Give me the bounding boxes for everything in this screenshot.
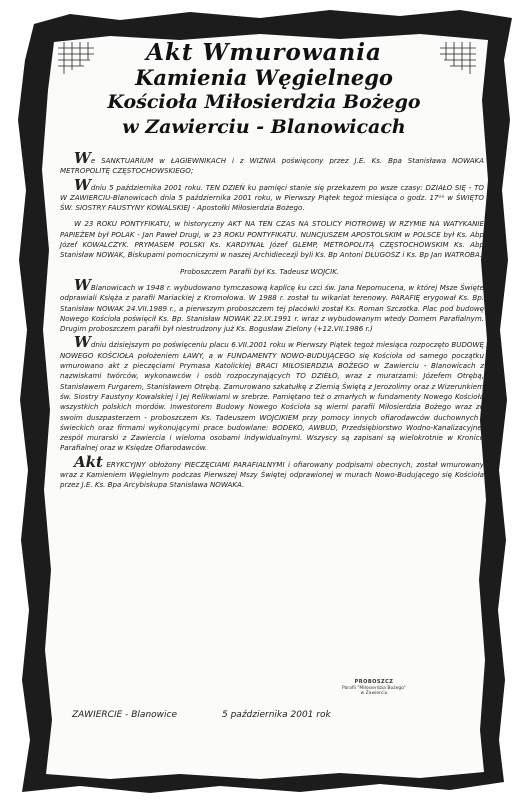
paragraph-text: dniu dzisiejszym po poświęceniu placu 6.VII.2001 roku w Pierwszy Piątek tegoż miesiąca rozpoczęto BUDOWĘ NOWEGO KOŚCIOŁA położeniem ŁAWY, a w FUNDAMENTY NOWO-BUDUJĄCEGO się Kościoła od samego początku wmurowano akt z pieczęciami Prymasa Katolickiej BRACI MIŁOSIERDZIA BOŻEGO w Zawierciu - Blanowicach z nazwiskami twórców, wykonawców i osób rozpoczynających TO DZIEŁO, wraz z murarzami: Józefem Otrębą, Stanisławem Furgarem, Stanisławem Otrębą. Zamurowano szkatułkę z Ziemią Świętą z Jerozolimy oraz z Wizerunkiem św. Siostry Faustyny Kowalskiej i Jej Relikwiami w srebrze. Pamiętano też o zmarłych w fundamenty Nowego Kościoła wszystkich polskich mordów. Inwestorem Budowy Nowego Kościoła są wierni parafii Miłosierdzia Bożego wraz ze swoim duszpasterzem - proboszczem Ks. Tadeuszem WOJCIKIEM przy pomocy innych ofiarodawców duchownych i świeckich oraz firmami wykonującymi prace budowlane: BODEKO, AWBUD, Przedsiębiorstwo Wodno-Kanalizacyjne, zespół murarski z Zawiercia i wieloma osobami indywidualnymi. Wszyscy są zapisani są wielokrotnie w Kronice Parafialnej oraz w Księdze Ofiarodawców. xyxy=(60,340,484,453)
paragraph-text: e SANKTUARIUM w ŁAGIEWNIKACH i z WIZNIA poświęcony przez J.E. Ks. Bpa Stanisława NOWAKA METROPOLITĘ CZĘSTOCHOWSKIEGO; xyxy=(60,156,484,176)
paragraph-text: ERYKCYJNY obłożony PIECZĘCIAMI PARAFIALNYMI i ofiarowany podpisami obecnych, został wmurowany wraz z Kamieniem Węgielnym podczas Pierwszej Mszy Świętej odprawionej w murach Nowo-Budującego się Kościoła przez J.E. Ks. Bpa Arcybiskupa Stanisława NOWAKA. xyxy=(60,459,484,490)
title-line-2: Kamienia Węgielnego xyxy=(135,65,393,90)
paragraph-text: W 23 ROKU PONTYFIKATU, w historyczny AKT NA TEN CZAS NA STOLICY PIOTROWEJ W RZYMIE NA WATYKANIE PAPIEŻEM był POLAK - Jan Paweł Drugi, w 23 ROKU PONTYFIKATU. NUNCJUSZEM APOSTOLSKIM w POLSCE był Ks. Abp Józef KOWALCZYK. PRYMASEM POLSKI Ks. KARDYNAŁ Józef GLEMP, METROPOLITĄ CZĘSTOCHOWSKIM Ks. Abp Stanisław NOWAK, Biskupami pomocniczymi w naszej Archidiecezji byli Ks. Bp Antoni DŁUGOSZ i Ks. Bp Jan WATROBA. xyxy=(60,219,484,260)
initial-letter: Akt xyxy=(74,452,103,471)
document-title xyxy=(64,40,464,140)
paragraph-text: dniu 5 października 2001 roku. TEN DZIEŃ ku pamięci stanie się przekazem po wsze czasy: DZIAŁO SIĘ - TO W ZAWIERCIU-Blanowicach dnia 5 października 2001 roku, w Pierwszy Piątek tegoż miesiąca o godz. 17ᵒᵒ w ŚWIĘTO ŚW. SIOSTRY FAUSTYNY KOWALSKIEJ - Apostołki Miłosierdzia Bożego. xyxy=(60,182,484,213)
parish-stamp xyxy=(329,680,419,697)
initial-letter: W xyxy=(74,149,91,167)
title-line-1: Akt Wmurowania xyxy=(146,39,382,66)
title-line-3: Kościoła Miłosierdzia Bożego xyxy=(107,91,421,113)
paragraph-text: Proboszczem Parafii był Ks. Tadeusz WOJCIK. xyxy=(180,266,340,276)
initial-letter: W xyxy=(74,275,91,294)
paragraph-date xyxy=(60,175,484,214)
paragraph-act xyxy=(60,452,484,491)
paragraph-sanctuary xyxy=(60,149,484,177)
paragraph-hierarchy xyxy=(60,216,484,260)
paragraph-construction xyxy=(60,333,484,453)
document-body xyxy=(60,149,484,494)
paragraph-text: Blanowicach w 1948 r. wybudowano tymczasową kaplicę ku czci św. Jana Nepomucena, w której Msze Święte odprawiali Księża z parafii Mariackiej z Kromołowa. W 1988 r. został tu wikariat terenowy. PARAFIĘ erygował Ks. Bp. Stanisław NOWAK 24.VII.1989 r., a pierwszym proboszczem tej placówki został Ks. Roman Szczotka. Plac pod budowę Nowego Kościoła poświęcił Ks. Bp. Stanisław NOWAK 22.IX.1991 r. wraz z wybudowanym wtedy Domem Parafialnym. Drugim proboszczem parafii był niestrudzony już Ks. Bogusław Zielony (+12.VII.1986 r.) xyxy=(60,282,484,334)
footer-place: ZAWIERCIE - Blanowice xyxy=(72,710,177,720)
footer-date: 5 października 2001 rok xyxy=(222,710,331,720)
title-line-4: w Zawierciu - Blanowicach xyxy=(122,116,406,138)
stamp-line-1: PROBOSZCZ xyxy=(354,679,394,685)
initial-letter: W xyxy=(74,333,91,352)
initial-letter: W xyxy=(74,175,91,194)
stamp-line-3: w Zawierciu xyxy=(360,691,388,696)
paragraph-pastor xyxy=(60,264,484,277)
paragraph-history xyxy=(60,275,484,334)
stamp-line-2: Parafii "Miłosierdzia Bożego" xyxy=(341,685,407,691)
